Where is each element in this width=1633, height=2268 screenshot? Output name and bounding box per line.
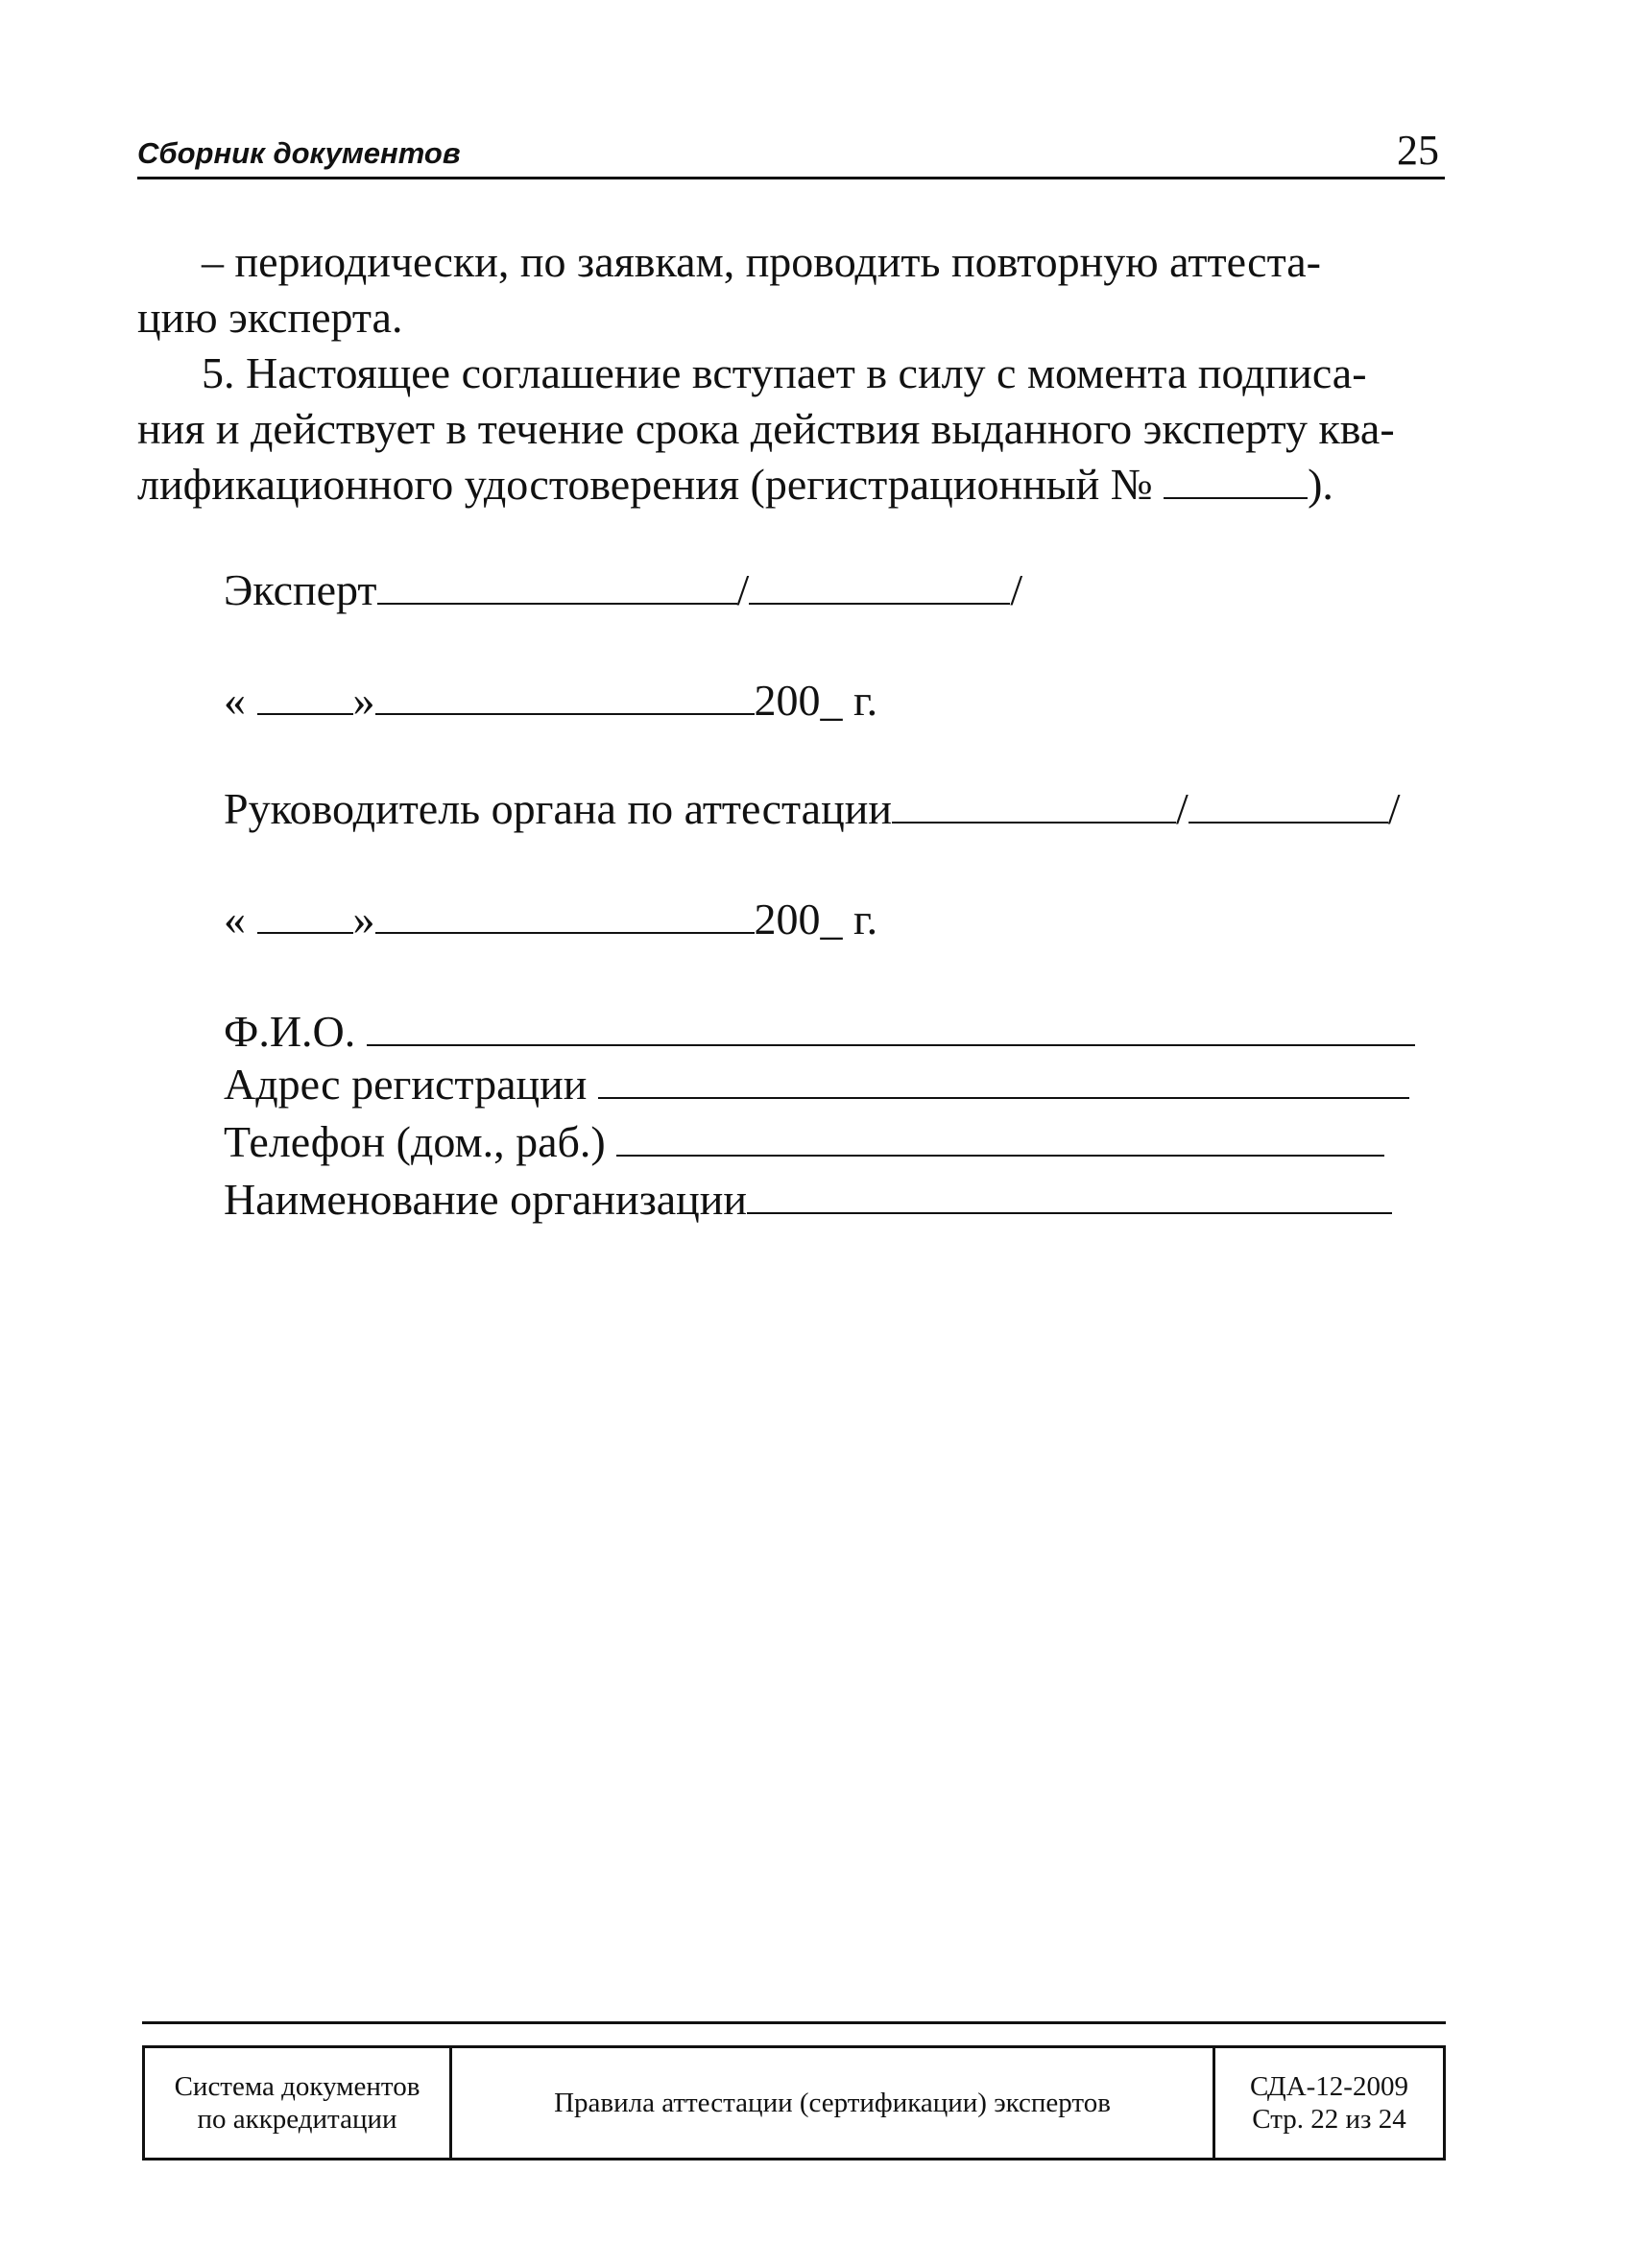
page-info: Стр. 22 из 24 xyxy=(1252,2104,1406,2135)
fio-label: Ф.И.О. xyxy=(224,1007,356,1056)
head-month-field[interactable] xyxy=(375,931,755,934)
address-label: Адрес регистрации xyxy=(224,1060,588,1109)
organization-label: Наименование организации xyxy=(224,1175,748,1224)
separator: / xyxy=(1175,784,1189,833)
expert-signature-row xyxy=(202,513,1022,615)
expert-signature-field[interactable] xyxy=(377,602,737,605)
head-day-field[interactable] xyxy=(257,931,353,934)
separator: / xyxy=(736,565,750,614)
system-line-1: Система документов xyxy=(174,2071,420,2102)
expert-date-row xyxy=(202,624,877,726)
separator: / xyxy=(1387,784,1401,833)
document-code: СДА-12-2009 xyxy=(1250,2071,1408,2102)
expert-name-field[interactable] xyxy=(749,602,1010,605)
registration-number-field[interactable] xyxy=(1164,496,1308,499)
expert-month-field[interactable] xyxy=(375,712,755,715)
head-label: Руководитель органа по аттестации xyxy=(224,784,892,833)
organization-field[interactable] xyxy=(747,1211,1392,1214)
organization-row xyxy=(202,1123,1392,1225)
footer-divider xyxy=(142,2021,1446,2024)
head-date-row xyxy=(202,843,877,944)
footer-title-cell xyxy=(452,2048,1215,2158)
system-line-2: по аккредитации xyxy=(197,2104,397,2135)
page-number: 25 xyxy=(1397,127,1439,174)
paragraph-effective-date xyxy=(137,346,1445,513)
quote-close: » xyxy=(352,676,375,725)
document-title: Правила аттестации (сертификации) экспертов xyxy=(554,2088,1111,2118)
separator: / xyxy=(1010,565,1023,614)
text-line: ). xyxy=(1308,460,1333,509)
phone-label: Телефон (дом., раб.) xyxy=(224,1117,606,1166)
page-header xyxy=(137,129,1445,179)
text-line: ния и действует в течение срока действия выданного эксперту ква- xyxy=(137,404,1395,453)
text-line: лификационного удостоверения (регистрационный № xyxy=(137,460,1153,509)
expert-day-field[interactable] xyxy=(257,712,353,715)
footer-table xyxy=(142,2045,1446,2161)
year-text: 200_ г. xyxy=(754,895,878,943)
text-line: 5. Настоящее соглашение вступает в силу с момента подписа- xyxy=(202,348,1367,397)
expert-label: Эксперт xyxy=(224,565,377,614)
footer-code-cell xyxy=(1215,2048,1443,2158)
quote-open: « xyxy=(224,895,246,943)
collection-title: Сборник документов xyxy=(137,136,461,170)
head-signature-row xyxy=(202,732,1401,834)
text-line: – периодически, по заявкам, проводить повторную аттеста- xyxy=(202,237,1321,286)
footer-system-cell xyxy=(145,2048,452,2158)
text-line: цию эксперта. xyxy=(137,293,403,342)
quote-open: « xyxy=(224,676,246,725)
agreement-text xyxy=(137,234,1445,513)
paragraph-reattestation xyxy=(137,234,1445,346)
head-name-field[interactable] xyxy=(1189,821,1388,824)
quote-close: » xyxy=(352,895,375,943)
head-signature-field[interactable] xyxy=(892,821,1176,824)
year-text: 200_ г. xyxy=(754,676,878,725)
